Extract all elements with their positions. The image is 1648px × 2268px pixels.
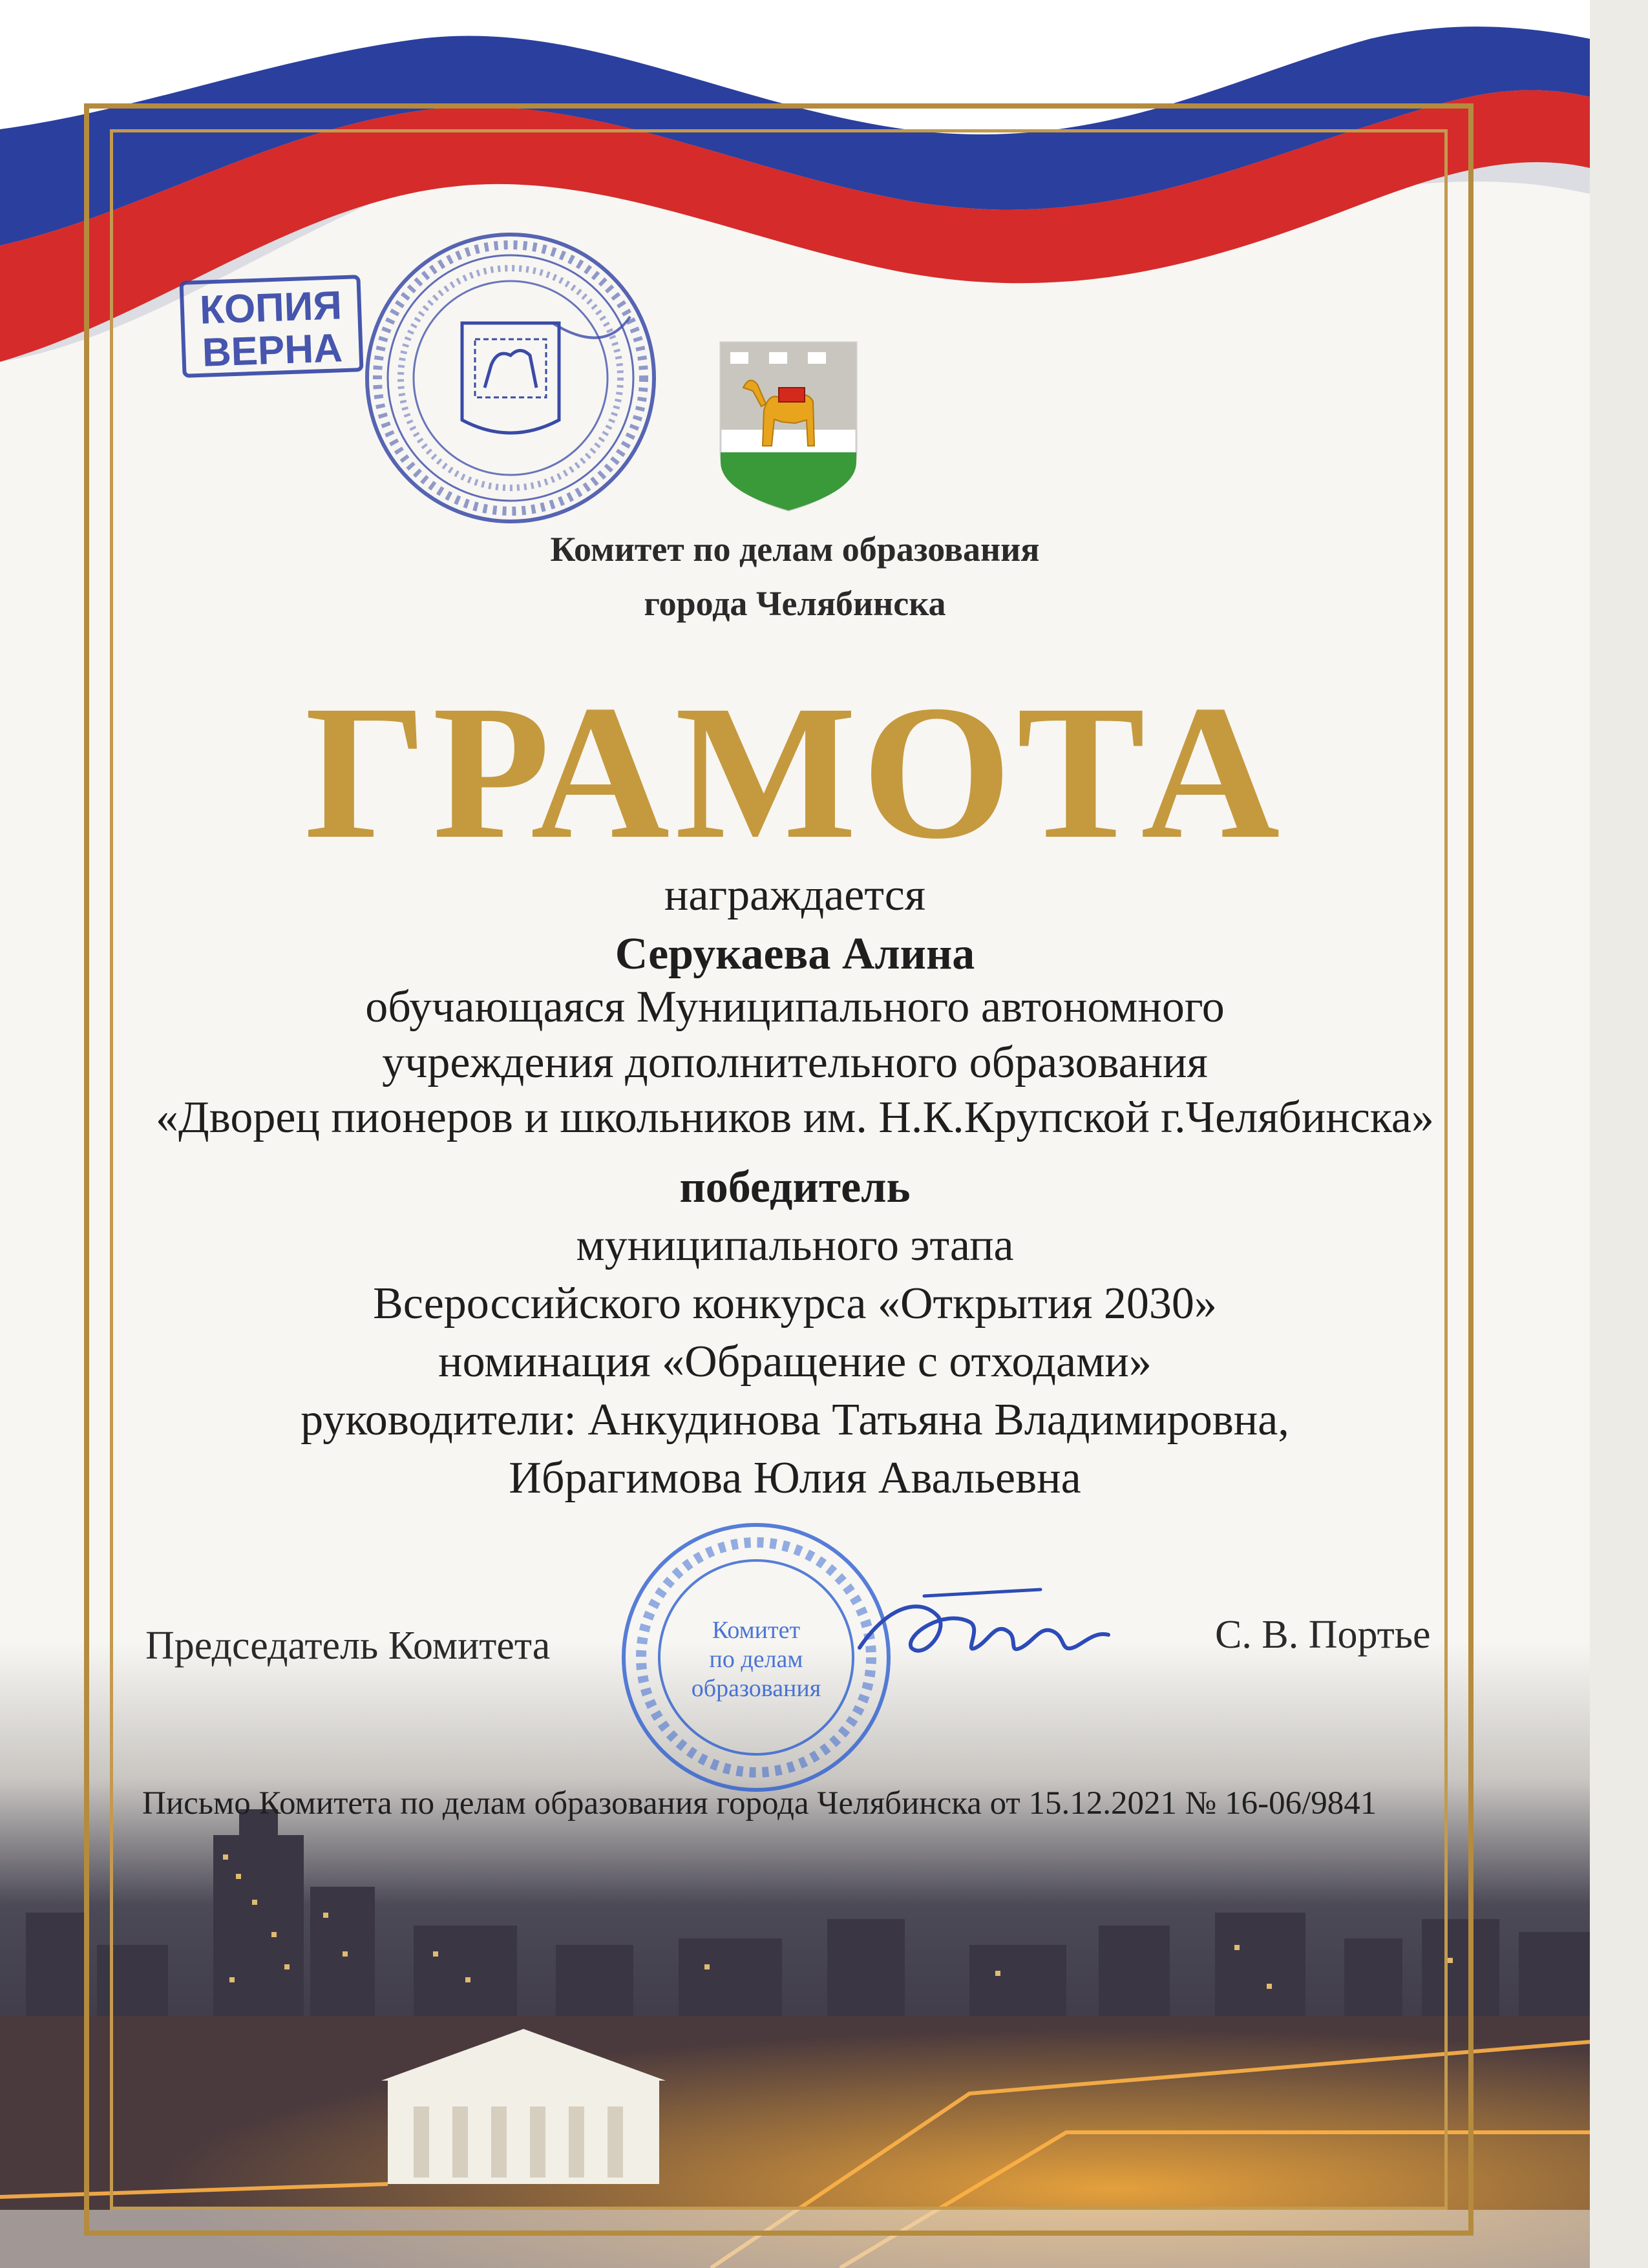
body-line-6: номинация «Обращение с отходами» (438, 1337, 1152, 1387)
signatory-position: Председатель Комитета (145, 1624, 551, 1668)
stamp-line-2: ВЕРНА (201, 326, 343, 375)
paper-edge (1590, 0, 1648, 2268)
signature (847, 1570, 1118, 1699)
issuer-line-2: города Челябинска (644, 584, 946, 623)
awarded-text: награждается (664, 870, 926, 920)
recipient-name: Серукаева Алина (615, 929, 975, 979)
seal-center-line-3: образования (691, 1675, 821, 1702)
stamp-line-1: КОПИЯ (198, 283, 343, 333)
body-line-4: муниципального этапа (576, 1221, 1014, 1270)
body-line-2: учреждения дополнительного образования (382, 1038, 1208, 1087)
body-line-3: «Дворец пионеров и школьников им. Н.К.Крупской г.Челябинска» (156, 1093, 1434, 1142)
signatory-name: С. В. Портье (1215, 1613, 1431, 1657)
copy-certified-stamp (179, 275, 363, 378)
body-line-5: Всероссийского конкурса «Открытия 2030» (373, 1279, 1217, 1328)
seal-center-line-1: Комитет (712, 1617, 801, 1644)
reference-letter: Письмо Комитета по делам образования города Челябинска от 15.12.2021 № 16-06/9841 (142, 1785, 1377, 1822)
seal-center-line-2: по делам (709, 1646, 803, 1673)
issuer-line-1: Комитет по делам образования (550, 530, 1040, 569)
body-line-7: руководители: Анкудинова Татьяна Владимировна, (301, 1395, 1289, 1445)
body-line-8: Ибрагимова Юлия Авальевна (509, 1453, 1081, 1503)
body-line-1: обучающаяся Муниципального автономного (365, 982, 1225, 1032)
certificate-title: ГРАМОТА (304, 666, 1285, 879)
institution-seal (359, 226, 662, 530)
issuer-header (0, 522, 1590, 631)
winner-text: победитель (679, 1162, 911, 1212)
coat-of-arms (717, 339, 860, 514)
